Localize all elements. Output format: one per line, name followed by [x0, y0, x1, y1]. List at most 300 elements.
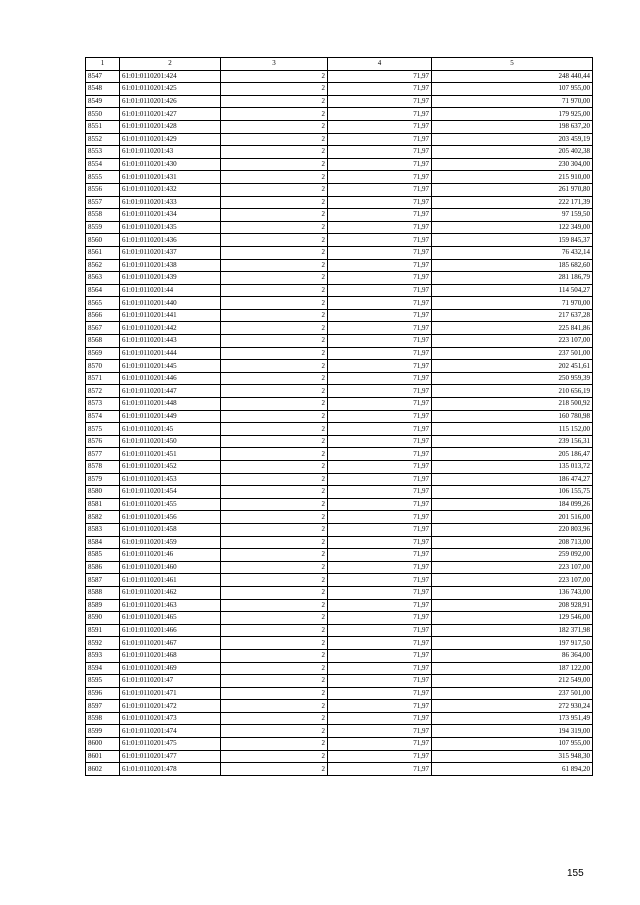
cell-col-3: 2 [221, 95, 328, 108]
cell-col-5: 239 156,31 [432, 435, 593, 448]
cell-col-5: 203 459,19 [432, 133, 593, 146]
cell-col-5: 184 099,26 [432, 498, 593, 511]
cell-col-5: 71 970,00 [432, 95, 593, 108]
cell-col-3: 2 [221, 398, 328, 411]
cell-col-4: 71,97 [328, 750, 432, 763]
cell-col-3: 2 [221, 385, 328, 398]
cell-row-number: 8591 [86, 624, 120, 637]
table-row [86, 347, 593, 360]
cell-col-4: 71,97 [328, 599, 432, 612]
cell-col-5: 225 841,86 [432, 322, 593, 335]
cell-row-number: 8573 [86, 398, 120, 411]
cell-row-number: 8551 [86, 120, 120, 133]
cell-cadastral-number: 61:01:0110201:425 [120, 83, 221, 96]
cell-cadastral-number: 61:01:0110201:445 [120, 360, 221, 373]
cell-col-3: 2 [221, 687, 328, 700]
cell-col-4: 71,97 [328, 398, 432, 411]
cell-col-3: 2 [221, 536, 328, 549]
cell-row-number: 8576 [86, 435, 120, 448]
cell-row-number: 8593 [86, 649, 120, 662]
cell-col-5: 281 186,79 [432, 272, 593, 285]
cell-cadastral-number: 61:01:0110201:466 [120, 624, 221, 637]
cell-cadastral-number: 61:01:0110201:447 [120, 385, 221, 398]
cell-cadastral-number: 61:01:0110201:458 [120, 523, 221, 536]
cell-col-5: 223 107,00 [432, 574, 593, 587]
cell-col-4: 71,97 [328, 486, 432, 499]
cell-row-number: 8553 [86, 146, 120, 159]
table-row [86, 649, 593, 662]
cell-row-number: 8587 [86, 574, 120, 587]
cell-col-3: 2 [221, 309, 328, 322]
cell-col-5: 250 959,39 [432, 372, 593, 385]
cell-col-5: 210 656,19 [432, 385, 593, 398]
cell-col-5: 194 319,00 [432, 725, 593, 738]
cell-cadastral-number: 61:01:0110201:473 [120, 712, 221, 725]
cell-col-4: 71,97 [328, 70, 432, 83]
cell-col-3: 2 [221, 158, 328, 171]
table-row [86, 461, 593, 474]
table-row [86, 448, 593, 461]
cell-row-number: 8589 [86, 599, 120, 612]
cell-cadastral-number: 61:01:0110201:453 [120, 473, 221, 486]
table-row [86, 511, 593, 524]
cell-cadastral-number: 61:01:0110201:462 [120, 586, 221, 599]
cell-row-number: 8571 [86, 372, 120, 385]
table-row [86, 95, 593, 108]
cell-col-3: 2 [221, 335, 328, 348]
cell-row-number: 8549 [86, 95, 120, 108]
cell-col-4: 71,97 [328, 221, 432, 234]
cell-col-5: 223 107,00 [432, 561, 593, 574]
cell-col-3: 2 [221, 498, 328, 511]
cell-col-5: 179 925,00 [432, 108, 593, 121]
cell-cadastral-number: 61:01:0110201:442 [120, 322, 221, 335]
cell-row-number: 8561 [86, 246, 120, 259]
cell-col-3: 2 [221, 171, 328, 184]
cell-row-number: 8556 [86, 183, 120, 196]
cell-col-3: 2 [221, 120, 328, 133]
cell-col-4: 71,97 [328, 146, 432, 159]
cell-col-3: 2 [221, 763, 328, 776]
cell-col-3: 2 [221, 146, 328, 159]
cell-cadastral-number: 61:01:0110201:47 [120, 675, 221, 688]
table-row [86, 725, 593, 738]
cell-col-3: 2 [221, 435, 328, 448]
cell-col-3: 2 [221, 486, 328, 499]
table-row [86, 335, 593, 348]
cell-col-4: 71,97 [328, 498, 432, 511]
cell-col-5: 159 845,37 [432, 234, 593, 247]
cell-col-5: 237 501,00 [432, 687, 593, 700]
table-row [86, 410, 593, 423]
table-row [86, 423, 593, 436]
table-row [86, 209, 593, 222]
cell-col-3: 2 [221, 209, 328, 222]
cell-col-5: 218 500,92 [432, 398, 593, 411]
table-row [86, 83, 593, 96]
cell-col-3: 2 [221, 561, 328, 574]
table-row [86, 763, 593, 776]
cell-row-number: 8583 [86, 523, 120, 536]
cell-cadastral-number: 61:01:0110201:451 [120, 448, 221, 461]
cell-col-5: 135 013,72 [432, 461, 593, 474]
cell-col-3: 2 [221, 347, 328, 360]
cell-col-4: 71,97 [328, 511, 432, 524]
cell-col-3: 2 [221, 712, 328, 725]
cell-col-4: 71,97 [328, 725, 432, 738]
column-header-3: 3 [221, 58, 328, 71]
cell-row-number: 8560 [86, 234, 120, 247]
cell-cadastral-number: 61:01:0110201:436 [120, 234, 221, 247]
cell-col-4: 71,97 [328, 448, 432, 461]
cell-col-5: 208 713,00 [432, 536, 593, 549]
cell-col-4: 71,97 [328, 700, 432, 713]
cell-col-5: 186 474,27 [432, 473, 593, 486]
cell-col-3: 2 [221, 738, 328, 751]
cell-col-4: 71,97 [328, 612, 432, 625]
cell-col-5: 198 637,20 [432, 120, 593, 133]
cell-col-3: 2 [221, 637, 328, 650]
column-header-1: 1 [86, 58, 120, 71]
table-row [86, 498, 593, 511]
cell-row-number: 8588 [86, 586, 120, 599]
cell-row-number: 8562 [86, 259, 120, 272]
table-row [86, 523, 593, 536]
cell-col-3: 2 [221, 246, 328, 259]
table-row [86, 599, 593, 612]
cell-row-number: 8601 [86, 750, 120, 763]
cell-col-5: 197 917,50 [432, 637, 593, 650]
cell-col-4: 71,97 [328, 435, 432, 448]
cell-col-4: 71,97 [328, 196, 432, 209]
table-row [86, 146, 593, 159]
table-row [86, 624, 593, 637]
cell-cadastral-number: 61:01:0110201:456 [120, 511, 221, 524]
cell-row-number: 8565 [86, 297, 120, 310]
cell-col-5: 230 304,00 [432, 158, 593, 171]
cell-row-number: 8548 [86, 83, 120, 96]
cell-row-number: 8566 [86, 309, 120, 322]
cell-col-4: 71,97 [328, 536, 432, 549]
cell-col-5: 220 803,96 [432, 523, 593, 536]
table-row [86, 133, 593, 146]
table-row [86, 309, 593, 322]
cell-col-3: 2 [221, 83, 328, 96]
cell-col-4: 71,97 [328, 523, 432, 536]
cell-col-4: 71,97 [328, 133, 432, 146]
table-row [86, 586, 593, 599]
table-row [86, 750, 593, 763]
table-row [86, 398, 593, 411]
cell-col-3: 2 [221, 284, 328, 297]
cell-col-3: 2 [221, 511, 328, 524]
cell-row-number: 8547 [86, 70, 120, 83]
cell-col-3: 2 [221, 372, 328, 385]
cell-col-4: 71,97 [328, 335, 432, 348]
cell-row-number: 8599 [86, 725, 120, 738]
table-row [86, 120, 593, 133]
cell-row-number: 8598 [86, 712, 120, 725]
cell-row-number: 8558 [86, 209, 120, 222]
cell-row-number: 8559 [86, 221, 120, 234]
cell-col-5: 222 171,39 [432, 196, 593, 209]
cell-cadastral-number: 61:01:0110201:472 [120, 700, 221, 713]
cell-col-3: 2 [221, 70, 328, 83]
cell-col-3: 2 [221, 700, 328, 713]
cell-col-5: 202 451,61 [432, 360, 593, 373]
cell-col-3: 2 [221, 423, 328, 436]
cell-cadastral-number: 61:01:0110201:431 [120, 171, 221, 184]
cell-col-3: 2 [221, 297, 328, 310]
cell-col-5: 182 371,98 [432, 624, 593, 637]
cell-col-3: 2 [221, 675, 328, 688]
cell-col-5: 212 549,00 [432, 675, 593, 688]
cell-row-number: 8594 [86, 662, 120, 675]
cell-row-number: 8586 [86, 561, 120, 574]
cell-row-number: 8564 [86, 284, 120, 297]
cell-col-3: 2 [221, 272, 328, 285]
cell-col-3: 2 [221, 750, 328, 763]
cell-row-number: 8572 [86, 385, 120, 398]
cell-col-4: 71,97 [328, 574, 432, 587]
cell-col-5: 129 546,00 [432, 612, 593, 625]
cell-row-number: 8579 [86, 473, 120, 486]
table-row [86, 108, 593, 121]
cell-row-number: 8570 [86, 360, 120, 373]
cell-col-3: 2 [221, 448, 328, 461]
cell-cadastral-number: 61:01:0110201:444 [120, 347, 221, 360]
cell-col-4: 71,97 [328, 372, 432, 385]
cell-col-3: 2 [221, 360, 328, 373]
cell-cadastral-number: 61:01:0110201:44 [120, 284, 221, 297]
table-row [86, 637, 593, 650]
cell-col-5: 261 970,80 [432, 183, 593, 196]
cell-col-5: 259 092,00 [432, 549, 593, 562]
table-row [86, 272, 593, 285]
cell-row-number: 8595 [86, 675, 120, 688]
cell-col-5: 223 107,00 [432, 335, 593, 348]
cell-col-5: 122 349,00 [432, 221, 593, 234]
cell-col-4: 71,97 [328, 272, 432, 285]
cell-row-number: 8584 [86, 536, 120, 549]
cell-cadastral-number: 61:01:0110201:471 [120, 687, 221, 700]
cell-cadastral-number: 61:01:0110201:454 [120, 486, 221, 499]
cell-col-5: 71 970,00 [432, 297, 593, 310]
cell-col-3: 2 [221, 221, 328, 234]
cell-cadastral-number: 61:01:0110201:463 [120, 599, 221, 612]
cell-col-4: 71,97 [328, 712, 432, 725]
cell-col-3: 2 [221, 549, 328, 562]
cell-col-5: 61 894,20 [432, 763, 593, 776]
cell-col-4: 71,97 [328, 473, 432, 486]
cell-row-number: 8596 [86, 687, 120, 700]
cell-cadastral-number: 61:01:0110201:449 [120, 410, 221, 423]
cell-row-number: 8574 [86, 410, 120, 423]
cell-col-5: 187 122,00 [432, 662, 593, 675]
cell-cadastral-number: 61:01:0110201:452 [120, 461, 221, 474]
cell-cadastral-number: 61:01:0110201:477 [120, 750, 221, 763]
cell-row-number: 8581 [86, 498, 120, 511]
table-row [86, 196, 593, 209]
cell-col-4: 71,97 [328, 687, 432, 700]
cell-cadastral-number: 61:01:0110201:438 [120, 259, 221, 272]
cell-col-4: 71,97 [328, 83, 432, 96]
table-row [86, 700, 593, 713]
cell-col-4: 71,97 [328, 284, 432, 297]
cell-col-3: 2 [221, 599, 328, 612]
cell-row-number: 8602 [86, 763, 120, 776]
cell-row-number: 8563 [86, 272, 120, 285]
cell-cadastral-number: 61:01:0110201:429 [120, 133, 221, 146]
cell-row-number: 8597 [86, 700, 120, 713]
cell-col-3: 2 [221, 259, 328, 272]
cell-col-5: 248 440,44 [432, 70, 593, 83]
cell-row-number: 8554 [86, 158, 120, 171]
cell-col-4: 71,97 [328, 763, 432, 776]
cell-cadastral-number: 61:01:0110201:433 [120, 196, 221, 209]
cell-col-4: 71,97 [328, 259, 432, 272]
cell-col-3: 2 [221, 586, 328, 599]
cell-col-5: 115 152,00 [432, 423, 593, 436]
cell-col-4: 71,97 [328, 158, 432, 171]
table-row [86, 360, 593, 373]
cell-row-number: 8580 [86, 486, 120, 499]
table-row [86, 435, 593, 448]
cell-col-5: 208 928,91 [432, 599, 593, 612]
table-row [86, 183, 593, 196]
cell-col-5: 97 159,50 [432, 209, 593, 222]
cell-row-number: 8575 [86, 423, 120, 436]
table-body [86, 70, 593, 775]
cell-col-4: 71,97 [328, 410, 432, 423]
table-row [86, 712, 593, 725]
cell-col-5: 185 682,60 [432, 259, 593, 272]
table-row [86, 675, 593, 688]
table-row [86, 297, 593, 310]
cell-col-3: 2 [221, 624, 328, 637]
cell-col-4: 71,97 [328, 209, 432, 222]
cell-cadastral-number: 61:01:0110201:465 [120, 612, 221, 625]
cell-col-4: 71,97 [328, 649, 432, 662]
cell-col-4: 71,97 [328, 171, 432, 184]
cell-col-5: 201 516,00 [432, 511, 593, 524]
cell-col-5: 215 910,00 [432, 171, 593, 184]
cell-col-4: 71,97 [328, 549, 432, 562]
cell-col-4: 71,97 [328, 322, 432, 335]
cell-col-4: 71,97 [328, 297, 432, 310]
table-row [86, 662, 593, 675]
cell-cadastral-number: 61:01:0110201:461 [120, 574, 221, 587]
cell-cadastral-number: 61:01:0110201:427 [120, 108, 221, 121]
cell-col-4: 71,97 [328, 183, 432, 196]
cell-col-5: 86 364,00 [432, 649, 593, 662]
table-row [86, 171, 593, 184]
cell-row-number: 8567 [86, 322, 120, 335]
cell-col-3: 2 [221, 612, 328, 625]
cell-col-5: 76 432,14 [432, 246, 593, 259]
cell-row-number: 8577 [86, 448, 120, 461]
cell-cadastral-number: 61:01:0110201:424 [120, 70, 221, 83]
cell-col-5: 217 637,28 [432, 309, 593, 322]
cell-col-4: 71,97 [328, 385, 432, 398]
cell-col-4: 71,97 [328, 246, 432, 259]
table-row [86, 473, 593, 486]
table-row [86, 385, 593, 398]
cell-col-4: 71,97 [328, 234, 432, 247]
table-row [86, 322, 593, 335]
cell-row-number: 8582 [86, 511, 120, 524]
cell-cadastral-number: 61:01:0110201:443 [120, 335, 221, 348]
cell-cadastral-number: 61:01:0110201:432 [120, 183, 221, 196]
cell-cadastral-number: 61:01:0110201:434 [120, 209, 221, 222]
cell-col-3: 2 [221, 662, 328, 675]
table-row [86, 372, 593, 385]
cell-cadastral-number: 61:01:0110201:467 [120, 637, 221, 650]
table-row [86, 574, 593, 587]
cell-col-4: 71,97 [328, 120, 432, 133]
cell-row-number: 8555 [86, 171, 120, 184]
column-header-4: 4 [328, 58, 432, 71]
cell-col-5: 107 955,00 [432, 83, 593, 96]
cell-col-3: 2 [221, 523, 328, 536]
cell-col-4: 71,97 [328, 423, 432, 436]
table-row [86, 70, 593, 83]
data-table [85, 57, 593, 776]
cell-cadastral-number: 61:01:0110201:446 [120, 372, 221, 385]
cell-col-5: 106 155,75 [432, 486, 593, 499]
cell-col-4: 71,97 [328, 95, 432, 108]
cell-col-3: 2 [221, 108, 328, 121]
cell-col-3: 2 [221, 410, 328, 423]
cell-col-4: 71,97 [328, 309, 432, 322]
cell-row-number: 8585 [86, 549, 120, 562]
cell-col-5: 136 743,00 [432, 586, 593, 599]
table-row [86, 561, 593, 574]
cell-cadastral-number: 61:01:0110201:474 [120, 725, 221, 738]
cell-col-5: 315 948,30 [432, 750, 593, 763]
cell-cadastral-number: 61:01:0110201:439 [120, 272, 221, 285]
cell-col-5: 114 504,27 [432, 284, 593, 297]
cell-row-number: 8590 [86, 612, 120, 625]
cell-col-4: 71,97 [328, 637, 432, 650]
cell-cadastral-number: 61:01:0110201:448 [120, 398, 221, 411]
cell-col-3: 2 [221, 196, 328, 209]
cell-col-4: 71,97 [328, 360, 432, 373]
cell-cadastral-number: 61:01:0110201:46 [120, 549, 221, 562]
cell-col-4: 71,97 [328, 561, 432, 574]
column-header-5: 5 [432, 58, 593, 71]
cell-col-5: 173 951,49 [432, 712, 593, 725]
table-row [86, 234, 593, 247]
cell-cadastral-number: 61:01:0110201:45 [120, 423, 221, 436]
table-row [86, 486, 593, 499]
cell-row-number: 8592 [86, 637, 120, 650]
table-row [86, 738, 593, 751]
cell-col-3: 2 [221, 183, 328, 196]
table-row [86, 158, 593, 171]
cell-col-4: 71,97 [328, 662, 432, 675]
cell-cadastral-number: 61:01:0110201:450 [120, 435, 221, 448]
cell-cadastral-number: 61:01:0110201:455 [120, 498, 221, 511]
column-header-2: 2 [120, 58, 221, 71]
cell-cadastral-number: 61:01:0110201:428 [120, 120, 221, 133]
cell-col-5: 160 780,98 [432, 410, 593, 423]
cell-col-4: 71,97 [328, 461, 432, 474]
page-number: 155 [567, 868, 584, 879]
cell-cadastral-number: 61:01:0110201:43 [120, 146, 221, 159]
table-row [86, 221, 593, 234]
cell-col-3: 2 [221, 649, 328, 662]
